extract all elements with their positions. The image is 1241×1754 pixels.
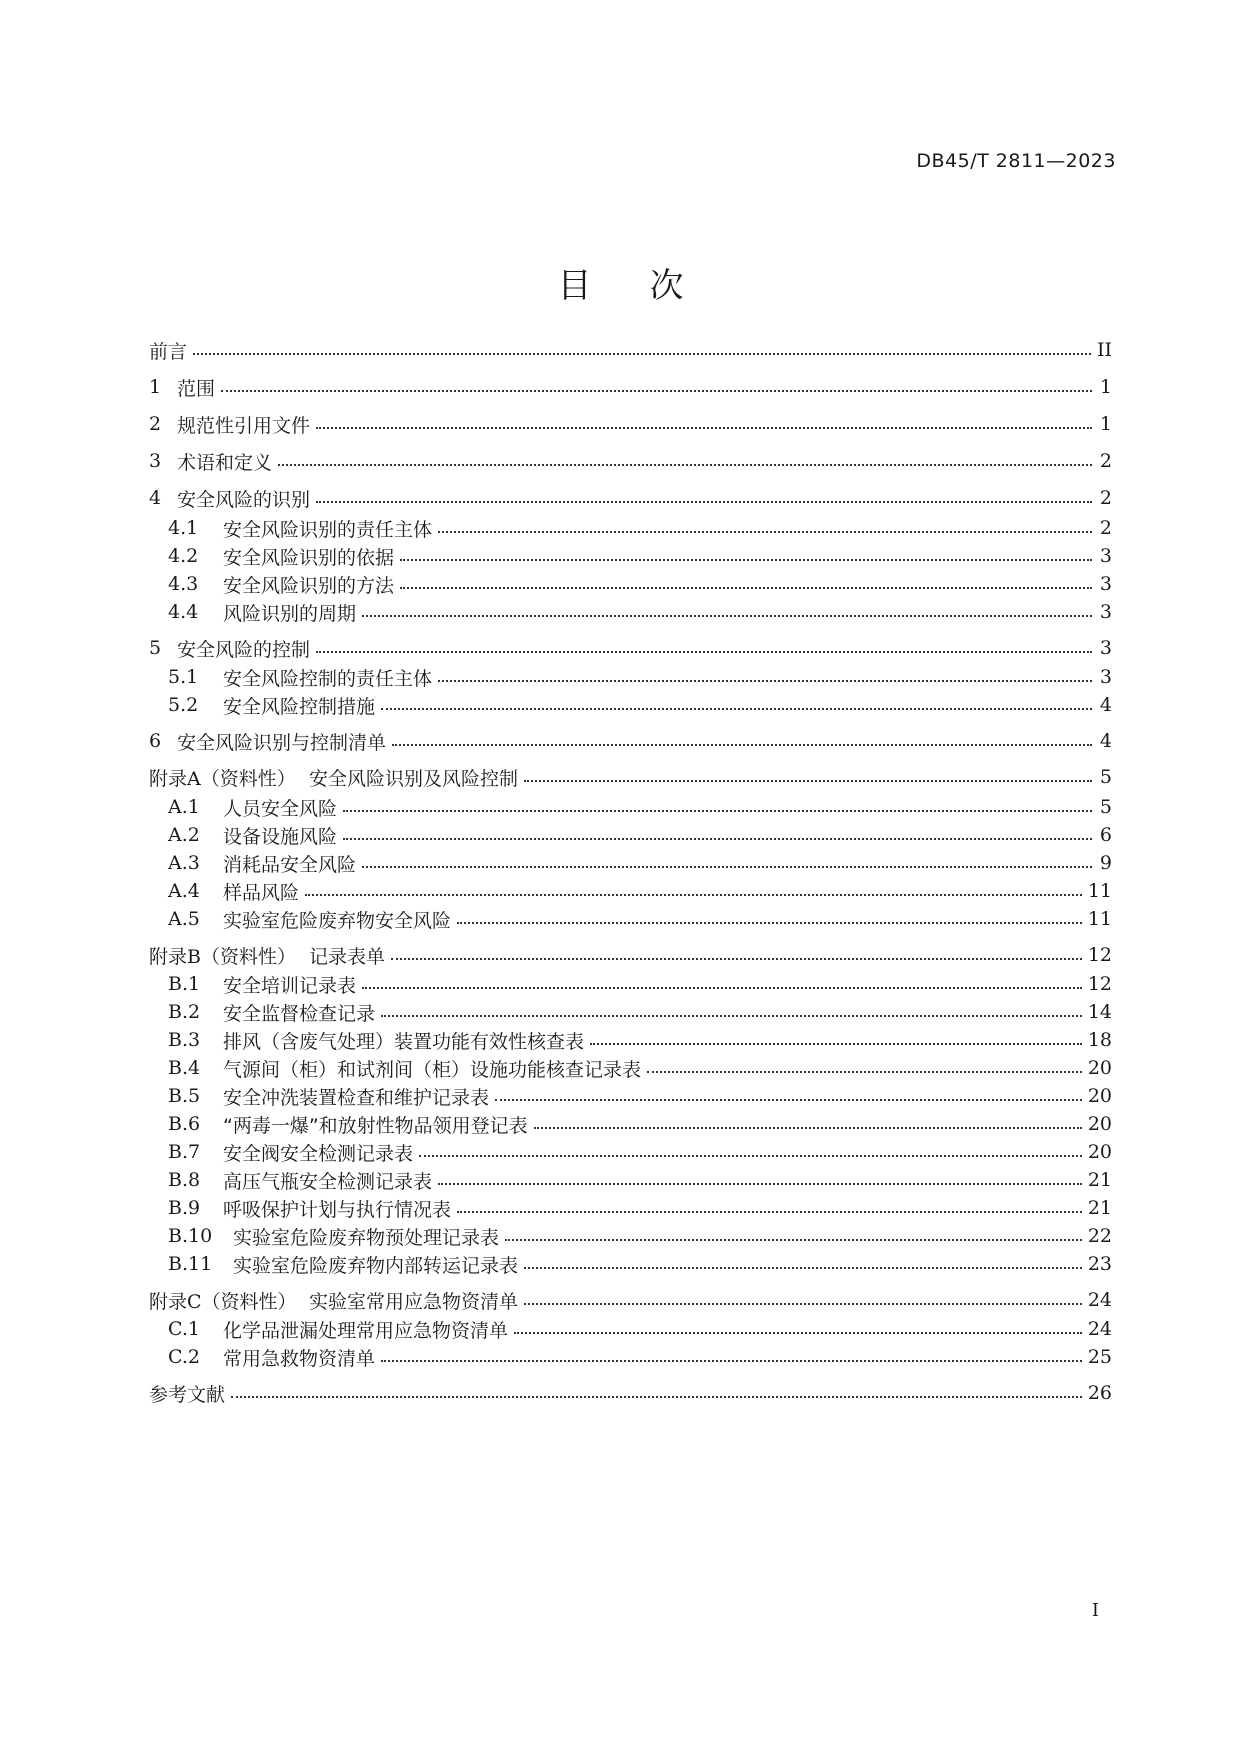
- toc-entry-page: 25: [1087, 1346, 1112, 1368]
- toc-dot-leader: [316, 487, 1092, 509]
- toc-dot-leader: [647, 1057, 1082, 1079]
- toc-dot-leader: [391, 944, 1082, 966]
- toc-entry[interactable]: [149, 1193, 1112, 1223]
- toc-entry[interactable]: [149, 1221, 1112, 1251]
- toc-entry-title: 安全风险控制的责任主体: [223, 667, 433, 690]
- toc-entry[interactable]: [149, 662, 1112, 692]
- toc-entry-page: 11: [1087, 880, 1112, 902]
- toc-entry-page: 4: [1099, 730, 1112, 752]
- toc-entry-page: 3: [1099, 666, 1112, 688]
- toc-dot-leader: [231, 1382, 1082, 1404]
- toc-entry-title: 安全风险识别的依据: [223, 546, 395, 569]
- toc-entry-label: [149, 906, 451, 933]
- toc-entry-title: 安全阀安全检测记录表: [223, 1142, 414, 1165]
- toc-entry[interactable]: [149, 1025, 1112, 1055]
- toc-entry-title: 人员安全风险: [223, 797, 338, 820]
- toc-entry[interactable]: [149, 1081, 1112, 1111]
- toc-dot-leader: [278, 450, 1092, 472]
- toc-entry-page: 20: [1087, 1085, 1112, 1107]
- toc-dot-leader: [381, 694, 1092, 716]
- toc-entry-label: [149, 1380, 225, 1407]
- toc-entry-page: 21: [1087, 1197, 1112, 1219]
- toc-entry-title: 消耗品安全风险: [223, 853, 357, 876]
- toc-entry-page: 5: [1099, 796, 1112, 818]
- toc-dot-leader: [505, 1225, 1082, 1247]
- toc-entry-page: 21: [1087, 1169, 1112, 1191]
- toc-entry[interactable]: [149, 1053, 1112, 1083]
- toc-dot-leader: [343, 796, 1092, 818]
- toc-entry-title: 安全冲洗装置检查和维护记录表: [223, 1086, 490, 1109]
- toc-entry-label: [149, 878, 299, 905]
- toc-entry[interactable]: [149, 762, 1112, 792]
- toc-entry-label: [149, 850, 356, 877]
- toc-entry-number: C.1: [168, 1318, 200, 1340]
- toc-entry-label: [149, 571, 394, 598]
- toc-entry-number: 6: [149, 730, 162, 752]
- toc-entry-title: 样品风险: [223, 881, 300, 904]
- toc-entry-page: 26: [1087, 1382, 1112, 1404]
- toc-entry[interactable]: [149, 483, 1112, 513]
- toc-entry-number: 4.4: [168, 601, 199, 623]
- toc-entry-title: 排风（含废气处理）装置功能有效性核查表: [223, 1030, 585, 1053]
- toc-entry-number: 附录A（资料性）: [149, 767, 296, 790]
- toc-entry-label: [149, 822, 337, 849]
- toc-entry-number: 4.1: [168, 517, 199, 539]
- toc-dot-leader: [305, 880, 1082, 902]
- toc-dot-leader: [438, 517, 1092, 539]
- toc-entry[interactable]: [149, 1378, 1112, 1408]
- toc-dot-leader: [343, 824, 1092, 846]
- toc-entry-number: 4: [149, 487, 162, 509]
- toc-entry-label: [149, 515, 432, 542]
- toc-entry-page: 20: [1087, 1113, 1112, 1135]
- toc-entry[interactable]: [149, 372, 1112, 402]
- toc-entry-label: [149, 728, 386, 755]
- toc-entry-number: B.6: [168, 1113, 201, 1135]
- toc-entry[interactable]: [149, 1314, 1112, 1344]
- toc-entry-page: 12: [1087, 944, 1112, 966]
- toc-entry-title: 呼吸保护计划与执行情况表: [223, 1198, 452, 1221]
- table-of-contents: [149, 0, 1112, 1754]
- toc-entry[interactable]: [149, 820, 1112, 850]
- toc-dot-leader: [457, 908, 1082, 930]
- toc-entry-number: 4.3: [168, 573, 199, 595]
- toc-entry[interactable]: [149, 1285, 1112, 1315]
- toc-entry-page: 20: [1087, 1057, 1112, 1079]
- toc-entry-number: B.8: [168, 1169, 201, 1191]
- toc-entry[interactable]: [149, 690, 1112, 720]
- toc-dot-leader: [316, 637, 1092, 659]
- toc-entry-number: 1: [149, 376, 162, 398]
- toc-entry-label: [149, 692, 375, 719]
- toc-entry-number: B.7: [168, 1141, 201, 1163]
- toc-entry-title: 化学品泄漏处理常用应急物资清单: [223, 1319, 509, 1342]
- toc-entry-title: 高压气瓶安全检测记录表: [223, 1170, 433, 1193]
- toc-dot-leader: [193, 339, 1091, 361]
- toc-entry-number: A.2: [168, 824, 200, 846]
- toc-entry-page: 12: [1087, 973, 1112, 995]
- toc-dot-leader: [457, 1197, 1082, 1219]
- toc-entry[interactable]: [149, 1137, 1112, 1167]
- toc-entry-number: A.3: [168, 852, 200, 874]
- toc-entry-title: 实验室危险废弃物安全风险: [223, 909, 452, 932]
- toc-entry-title: “两毒一爆”和放射性物品领用登记表: [223, 1114, 528, 1137]
- toc-entry-label: [149, 1083, 489, 1110]
- toc-entry-page: 14: [1087, 1001, 1112, 1023]
- toc-entry[interactable]: [149, 597, 1112, 627]
- toc-entry-number: 附录C（资料性）: [149, 1290, 297, 1313]
- toc-entry-label: [149, 1111, 528, 1138]
- toc-entry-label: [149, 337, 187, 364]
- toc-entry-label: [149, 942, 385, 969]
- toc-dot-leader: [392, 730, 1092, 752]
- toc-entry-title: 安全监督检查记录: [223, 1002, 376, 1025]
- toc-dot-leader: [524, 766, 1092, 788]
- toc-entry-title: 规范性引用文件: [177, 414, 311, 437]
- toc-entry-title: 术语和定义: [177, 451, 273, 474]
- toc-entry[interactable]: [149, 969, 1112, 999]
- toc-entry-page: 1: [1099, 376, 1112, 398]
- toc-entry[interactable]: [149, 792, 1112, 822]
- toc-entry-title: 风险识别的周期: [223, 602, 357, 625]
- toc-entry[interactable]: [149, 876, 1112, 906]
- toc-entry[interactable]: [149, 409, 1112, 439]
- toc-entry-number: C.2: [168, 1346, 200, 1368]
- toc-entry-label: [149, 971, 356, 998]
- toc-entry-page: 3: [1099, 637, 1112, 659]
- toc-entry[interactable]: [149, 569, 1112, 599]
- toc-entry-title: 范围: [177, 377, 216, 400]
- toc-entry-title: 安全培训记录表: [223, 974, 357, 997]
- toc-entry-label: [149, 1195, 451, 1222]
- toc-dot-leader: [438, 1169, 1082, 1191]
- toc-entry-title: 前言: [149, 340, 188, 363]
- toc-entry-page: 23: [1087, 1253, 1112, 1275]
- toc-entry-number: A.5: [168, 908, 200, 930]
- toc-entry-title: 参考文献: [149, 1383, 226, 1406]
- toc-dot-leader: [524, 1289, 1082, 1311]
- document-code: DB45/T 2811—2023: [916, 150, 1116, 172]
- toc-entry-number: B.4: [168, 1057, 201, 1079]
- toc-entry-label: [149, 543, 394, 570]
- toc-dot-leader: [362, 601, 1092, 623]
- toc-entry[interactable]: [149, 1109, 1112, 1139]
- toc-entry-number: B.2: [168, 1001, 201, 1023]
- toc-entry-label: [149, 794, 337, 821]
- toc-entry-label: [149, 1167, 432, 1194]
- toc-entry-number: B.1: [168, 973, 201, 995]
- toc-entry-label: [149, 1027, 584, 1054]
- toc-entry-title: 实验室常用应急物资清单: [309, 1290, 519, 1313]
- toc-entry-label: [149, 374, 215, 401]
- toc-entry-label: [149, 1287, 518, 1314]
- toc-dot-leader: [419, 1141, 1082, 1163]
- toc-dot-leader: [316, 413, 1092, 435]
- toc-dot-leader: [362, 852, 1092, 874]
- toc-dot-leader: [221, 376, 1092, 398]
- toc-entry-label: [149, 448, 272, 475]
- toc-entry[interactable]: [149, 940, 1112, 970]
- toc-entry-page: 20: [1087, 1141, 1112, 1163]
- toc-entry-number: B.10: [168, 1225, 213, 1247]
- toc-entry[interactable]: [149, 1165, 1112, 1195]
- toc-entry-label: [149, 664, 432, 691]
- toc-dot-leader: [381, 1001, 1082, 1023]
- footer-page-number: I: [1091, 1600, 1099, 1621]
- toc-dot-leader: [495, 1085, 1082, 1107]
- toc-entry[interactable]: [149, 513, 1112, 543]
- toc-dot-leader: [524, 1253, 1082, 1275]
- toc-entry[interactable]: [149, 541, 1112, 571]
- toc-entry[interactable]: [149, 1342, 1112, 1372]
- toc-entry-number: 5.2: [168, 694, 199, 716]
- toc-entry-number: 附录B（资料性）: [149, 945, 296, 968]
- toc-entry-number: 5: [149, 637, 162, 659]
- toc-entry[interactable]: [149, 446, 1112, 476]
- toc-entry-label: [149, 999, 375, 1026]
- toc-entry-title: 设备设施风险: [223, 825, 338, 848]
- toc-entry-page: 3: [1099, 545, 1112, 567]
- toc-entry-label: [149, 1316, 508, 1343]
- toc-entry-page: 1: [1099, 413, 1112, 435]
- toc-entry-number: 3: [149, 450, 162, 472]
- toc-dot-leader: [514, 1318, 1082, 1340]
- toc-entry[interactable]: [149, 335, 1112, 365]
- toc-dot-leader: [362, 973, 1082, 995]
- toc-entry-label: [149, 764, 518, 791]
- toc-entry-page: 3: [1099, 601, 1112, 623]
- toc-entry-label: [149, 1251, 518, 1278]
- toc-entry-page: II: [1096, 339, 1112, 361]
- toc-entry-number: A.4: [168, 880, 200, 902]
- toc-entry-title: 安全风险的识别: [177, 488, 311, 511]
- toc-entry-page: 24: [1087, 1318, 1112, 1340]
- toc-entry[interactable]: [149, 633, 1112, 663]
- toc-entry-page: 2: [1099, 487, 1112, 509]
- toc-entry-page: 2: [1099, 517, 1112, 539]
- toc-entry-page: 4: [1099, 694, 1112, 716]
- toc-entry-number: A.1: [168, 796, 200, 818]
- toc-entry-page: 24: [1087, 1289, 1112, 1311]
- toc-entry-label: [149, 1139, 413, 1166]
- toc-entry-label: [149, 1055, 641, 1082]
- toc-entry-number: 5.1: [168, 666, 199, 688]
- toc-dot-leader: [381, 1346, 1082, 1368]
- toc-dot-leader: [400, 545, 1092, 567]
- toc-entry-number: 4.2: [168, 545, 199, 567]
- toc-dot-leader: [400, 573, 1092, 595]
- toc-entry-page: 2: [1099, 450, 1112, 472]
- toc-entry-page: 11: [1087, 908, 1112, 930]
- toc-entry-title: 安全风险识别的责任主体: [223, 518, 433, 541]
- toc-entry-label: [149, 1223, 499, 1250]
- toc-dot-leader: [534, 1113, 1082, 1135]
- toc-entry-label: [149, 635, 310, 662]
- toc-entry-number: 2: [149, 413, 162, 435]
- toc-entry[interactable]: [149, 726, 1112, 756]
- toc-entry-label: [149, 411, 310, 438]
- toc-entry-label: [149, 1344, 375, 1371]
- toc-entry-page: 5: [1099, 766, 1112, 788]
- toc-entry-label: [149, 599, 356, 626]
- toc-entry-title: 安全风险识别的方法: [223, 574, 395, 597]
- toc-entry-page: 3: [1099, 573, 1112, 595]
- toc-entry-page: 18: [1087, 1029, 1112, 1051]
- toc-entry-title: 安全风险的控制: [177, 638, 311, 661]
- toc-entry[interactable]: [149, 904, 1112, 934]
- toc-entry[interactable]: [149, 848, 1112, 878]
- toc-entry-title: 实验室危险废弃物内部转运记录表: [233, 1254, 519, 1277]
- toc-entry-number: B.3: [168, 1029, 201, 1051]
- toc-entry-page: 9: [1099, 852, 1112, 874]
- toc-dot-leader: [438, 666, 1092, 688]
- toc-dot-leader: [590, 1029, 1082, 1051]
- toc-entry-number: B.9: [168, 1197, 201, 1219]
- toc-entry-title: 安全风险识别及风险控制: [309, 767, 519, 790]
- toc-entry-page: 22: [1087, 1225, 1112, 1247]
- toc-heading: 目次: [557, 266, 742, 306]
- toc-entry-title: 实验室危险废弃物预处理记录表: [233, 1226, 500, 1249]
- toc-entry[interactable]: [149, 997, 1112, 1027]
- toc-entry-title: 记录表单: [309, 945, 386, 968]
- toc-entry[interactable]: [149, 1249, 1112, 1279]
- toc-entry-title: 气源间（柜）和试剂间（柜）设施功能核查记录表: [223, 1058, 642, 1081]
- toc-entry-number: B.5: [168, 1085, 201, 1107]
- toc-entry-title: 常用急救物资清单: [223, 1347, 376, 1370]
- toc-entry-title: 安全风险控制措施: [223, 695, 376, 718]
- toc-entry-number: B.11: [168, 1253, 213, 1275]
- toc-entry-label: [149, 485, 310, 512]
- toc-entry-title: 安全风险识别与控制清单: [177, 731, 387, 754]
- toc-entry-page: 6: [1099, 824, 1112, 846]
